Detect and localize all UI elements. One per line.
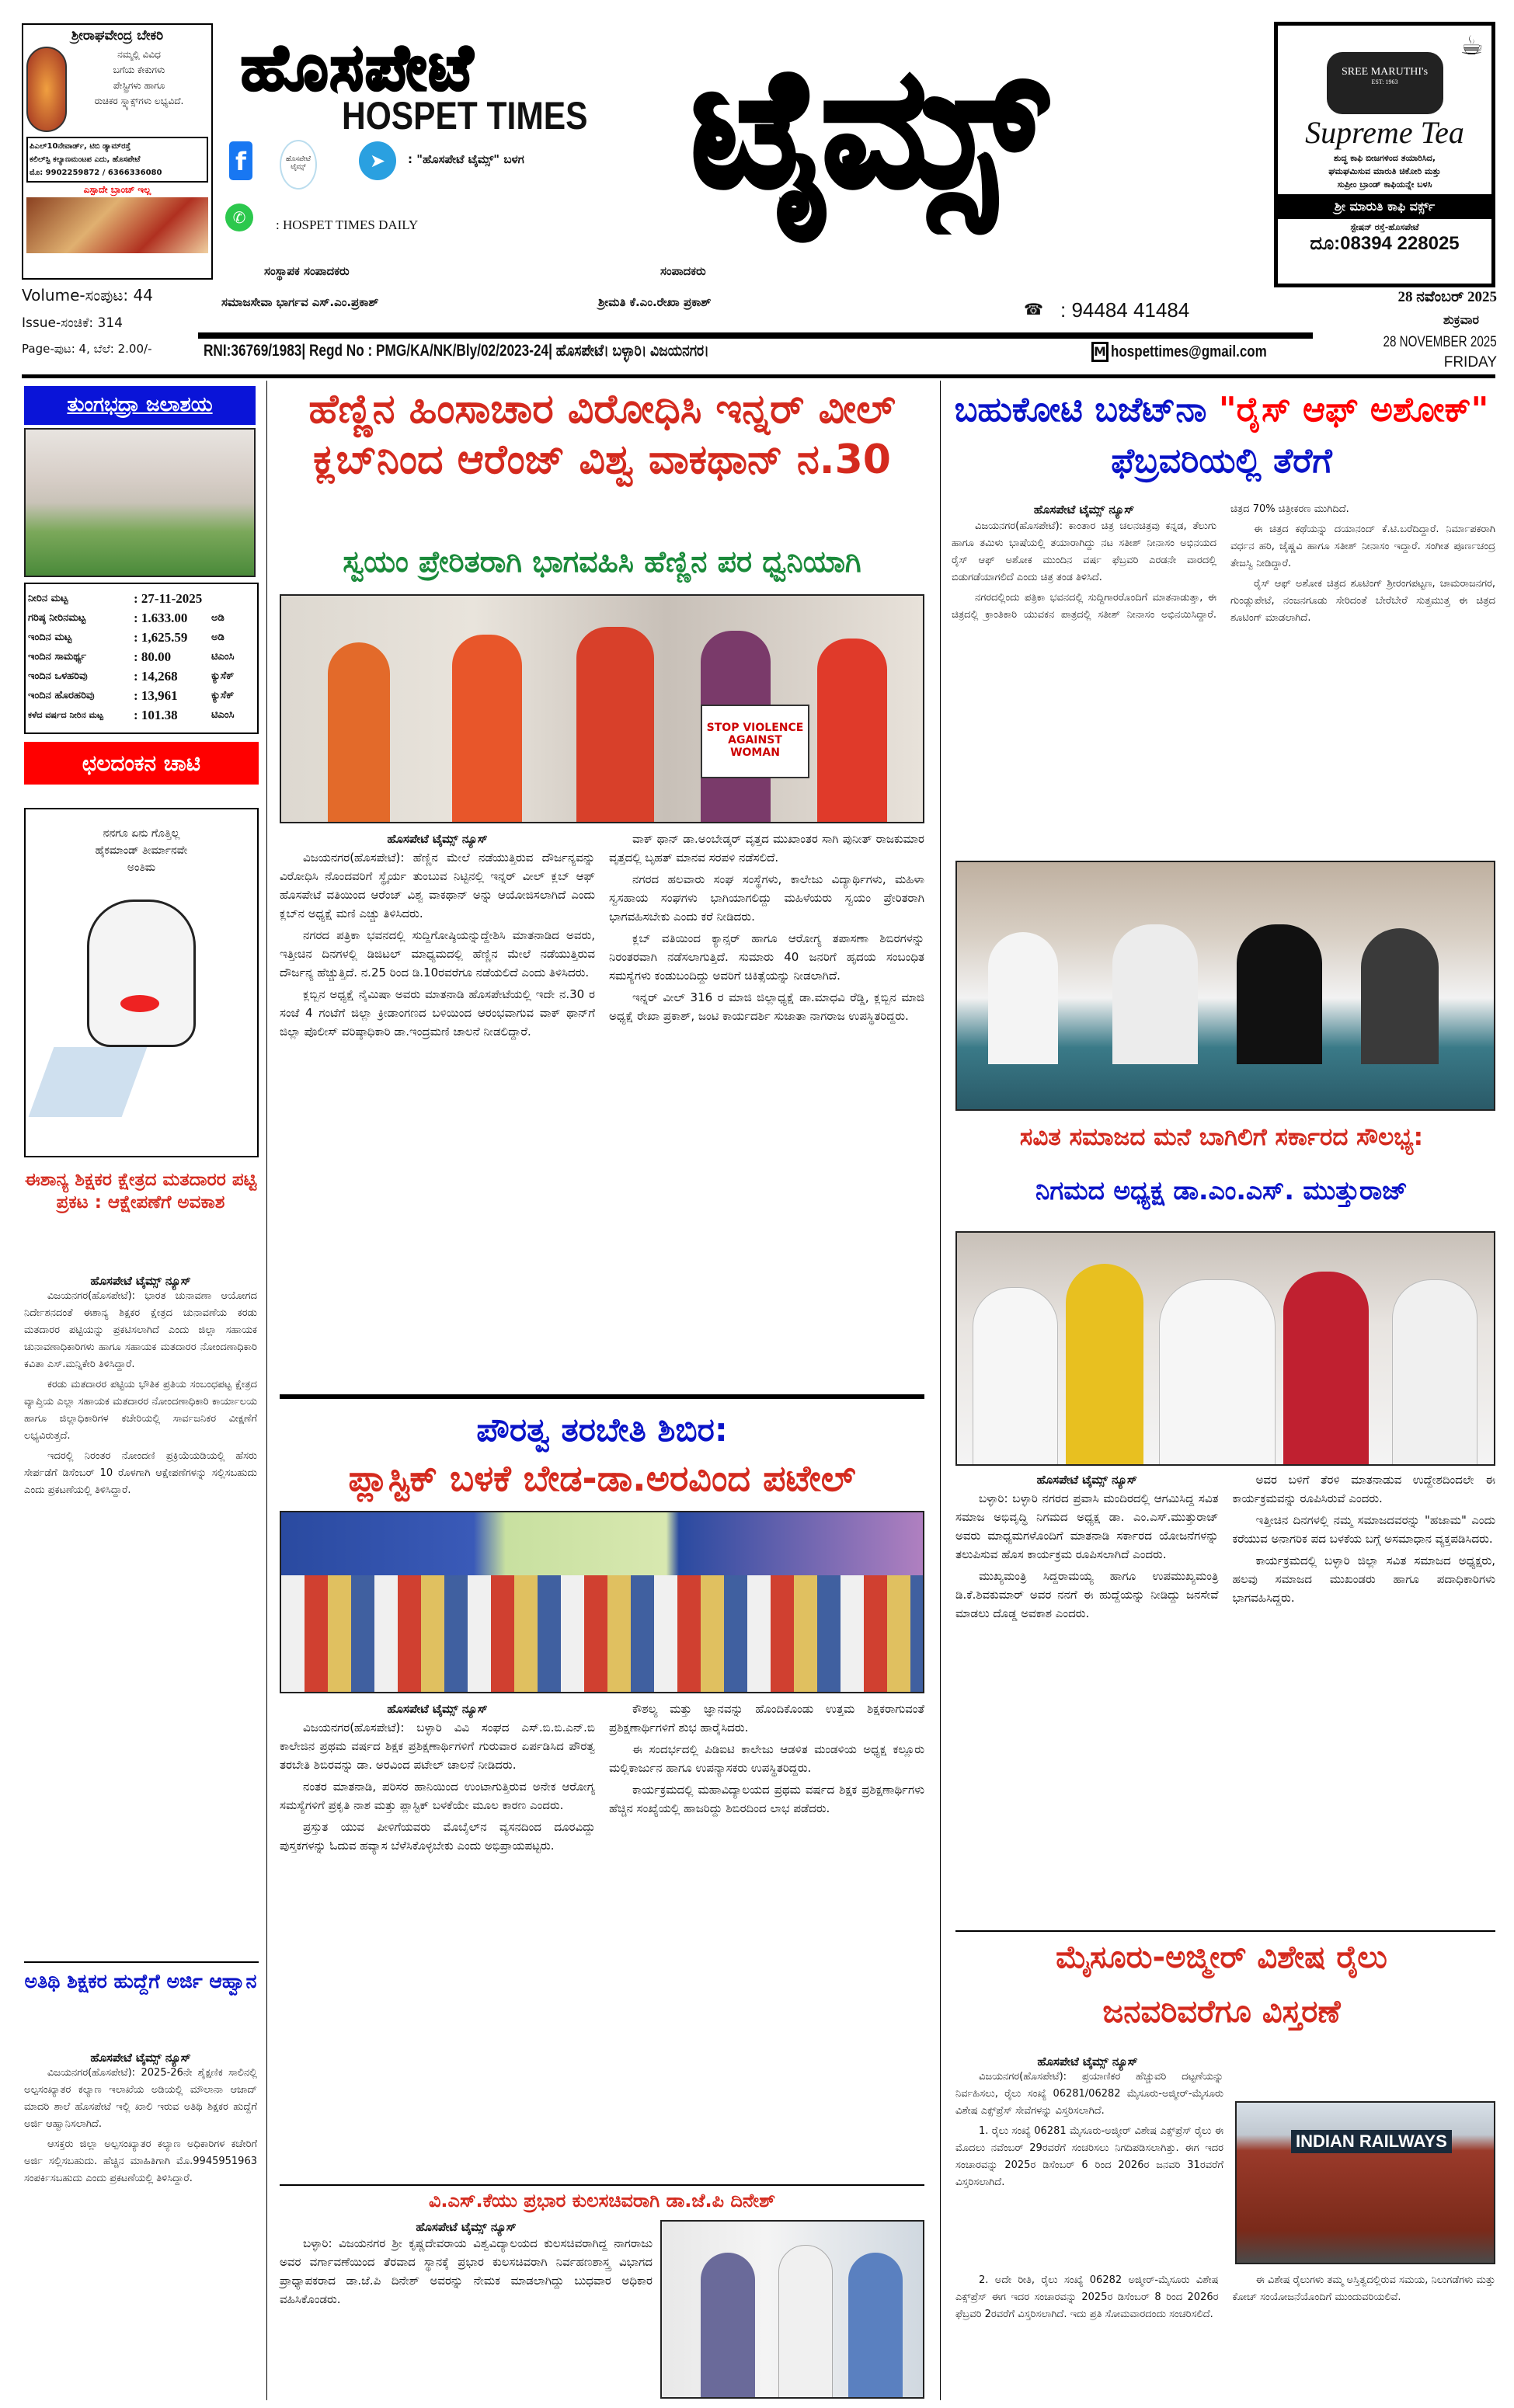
article-paragraph: ಬಳ್ಳಾರಿ: ಬಳ್ಳಾರಿ ನಗರದ ಪ್ರವಾಸಿ ಮಂದಿರದಲ್ಲಿ ಆಗಮಿಸಿದ್ದ ಸವಿತ ಸಮಾಜ ಅಭಿವೃದ್ಧಿ ನಿಗಮದ ಅಧ್ಯಕ್ಷ ಡಾ. ಎಂ.ಎಸ್.ಮುತ್ತುರಾಜ್ ಅವರು ಮಾಧ್ಯಮಗಳೊಂದಿಗೆ ಮಾತನಾಡಿ ಸರ್ಕಾರದ ಯೋಜನೆಗಳನ್ನು ತಲುಪಿಸುವ ಹೊಸ ಕಾರ್ಯಕ್ರಮ ರೂಪಿಸಲಾಗಿದೆ ಎಂದರು. bbox=[955, 1491, 1219, 1561]
day-kannada: ಶುಕ್ರವಾರ bbox=[1443, 312, 1479, 327]
byline: ಹೊಸಪೇಟೆ ಟೈಮ್ಸ್ ನ್ಯೂಸ್ bbox=[1033, 503, 1135, 517]
dam-stat-unit: ಟಿಎಂಸಿ bbox=[211, 709, 235, 721]
dam-stat-value: : 13,961 bbox=[134, 688, 178, 703]
rise-of-ashok-headline bbox=[948, 385, 1495, 487]
volume: Volume-ಸಂಪುಟ: 44 bbox=[22, 286, 153, 304]
tea-line: ಶುದ್ಧ ಕಾಫಿ ಬೀಜಗಳಿಂದ ತಯಾರಿಸಿದ, bbox=[1333, 153, 1436, 163]
tea-address: ಸ್ಟೇಷನ್ ರಸ್ತೆ-ಹೊಸಪೇಟೆ bbox=[1350, 222, 1419, 232]
cartoon-caption: ನನಗೂ ಏನು ಗೊತ್ತಿಲ್ಲ bbox=[103, 827, 180, 840]
section-divider bbox=[280, 1394, 924, 1399]
railway-photo bbox=[1235, 2101, 1495, 2264]
guest-teacher-headline: ಅತಿಥಿ ಶಿಕ್ಷಕರ ಹುದ್ದೆಗೆ ಅರ್ಜಿ ಆಹ್ವಾನ bbox=[24, 1970, 257, 1992]
stop-violence-poster: STOP VIOLENCE AGAINST WOMAN bbox=[701, 705, 809, 778]
plastic-article bbox=[280, 1700, 924, 2181]
cartoon-caption: ಹೈಕಮಾಂಡ್ ತೀರ್ಮಾನವೇ bbox=[95, 844, 188, 857]
tea-phone: ದೂ:08394 228025 bbox=[1310, 233, 1460, 254]
section-divider bbox=[24, 1961, 259, 1963]
cartoon-hand-drawing bbox=[87, 900, 196, 1047]
bakery-address: ಪಿಎಲ್10ನೇವಾರ್ಡ್, ಟಿಬಿ ಡ್ಯಾಮ್‌ರಸ್ತೆ bbox=[30, 142, 131, 151]
issue: Issue-ಸಂಚಿಕೆ: 314 bbox=[22, 315, 123, 331]
tea-line: ಸುಪ್ರೀಂ ಬ್ರಾಂಡ್ ಕಾಫಿಯನ್ನೇ ಬಳಸಿ bbox=[1337, 179, 1432, 190]
article-paragraph: ರೈಸ್ ಆಫ್ ಅಶೋಕ ಚಿತ್ರದ ಶೂಟಿಂಗ್ ಶ್ರೀರಂಗಪಟ್ಟಣ, ಚಾಮರಾಜನಗರ, ಗುಂಡ್ಲುಪೇಟೆ, ನಂಜನಗೂಡು ಸೇರಿದಂತೆ ಬೇರೆಬೇರೆ ಸುತ್ತಮುತ್ತ ಈ ಚಿತ್ರದ ಶೂಟಿಂಗ್ ಮಾಡಲಾಗಿದೆ. bbox=[1230, 578, 1495, 624]
article-paragraph: ಈ ವಿಶೇಷ ರೈಲುಗಳು ತಮ್ಮ ಅಸ್ತಿತ್ವದಲ್ಲಿರುವ ಸಮಯ, ನಿಲುಗಡೆಗಳು ಮತ್ತು ಕೋಚ್ ಸಂಯೋಜನೆಯೊಂದಿಗೆ ಮುಂದುವರಿಯಲಿವೆ. bbox=[1232, 2274, 1495, 2303]
dam-stat-label: ಇಂದಿನ ಮಟ್ಟ bbox=[28, 632, 72, 643]
dam-stat-label: ಇಂದಿನ ಒಳಹರಿವು bbox=[28, 670, 88, 682]
whatsapp-label: : HOSPET TIMES DAILY bbox=[276, 217, 419, 232]
savita-group-photo bbox=[955, 1231, 1495, 1466]
cartoon-sleeve bbox=[29, 1047, 148, 1117]
bakery-address: ಕಲಿಲ್‌ಸ್ಟಿ ಕಲ್ಯಾಣಮಂಟಪ ಎದು, ಹೊಸಪೇಟೆ bbox=[30, 155, 141, 164]
headline-part: "ರೈಸ್ ಆಫ್ ಅಶೋಕ್" bbox=[1218, 390, 1489, 430]
savita-headline-2: ನಿಗಮದ ಅಧ್ಯಕ್ಷ ಡಾ.ಎಂ.ಎಸ್. ಮುತ್ತುರಾಜ್ bbox=[1035, 1175, 1408, 1206]
dam-stat-label: ಗರಿಷ್ಠ ನೀರಿನಮಟ್ಟ bbox=[28, 612, 86, 624]
bakery-phone: ಮೊ: 9902259872 / 6366336080 bbox=[30, 169, 162, 177]
article-paragraph: ಮುಖ್ಯಮಂತ್ರಿ ಸಿದ್ದರಾಮಯ್ಯ ಹಾಗೂ ಉಪಮುಖ್ಯಮಂತ್ರಿ ಡಿ.ಕೆ.ಶಿವಕುಮಾರ್ ಅವರ ನನಗೆ ಈ ಹುದ್ದೆಯನ್ನು ನೀಡಿದ್ದು ಜನಸೇವೆ ಮಾಡಲು ದೊಡ್ಡ ಅವಕಾಶ ಎಂದರು. bbox=[955, 1569, 1219, 1620]
dam-stat-unit: ಅಡಿ bbox=[211, 612, 224, 624]
bakery-line: ಬಗೆಯ ಕೇಕುಗಳು bbox=[113, 64, 165, 75]
article-paragraph: ಅವರ ಬಳಿಗೆ ತೆರಳಿ ಮಾತನಾಡುವ ಉದ್ದೇಶದಿಂದಲೇ ಈ ಕಾರ್ಯಕ್ರಮವನ್ನು ರೂಪಿಸಿರುವೆ ಎಂದರು. bbox=[1232, 1473, 1495, 1505]
article-paragraph: ನಗರದ ಪತ್ರಿಕಾ ಭವನದಲ್ಲಿ ಸುದ್ದಿಗೋಷ್ಠಿಯನ್ನುದ್ದೇಶಿಸಿ ಮಾತನಾಡಿದ ಅವರು, ಇತ್ತೀಚಿನ ದಿನಗಳಲ್ಲಿ ಡಿಜಿಟಲ್ ಮಾಧ್ಯಮದಲ್ಲಿ ಹೆಣ್ಣಿನ ಮೇಲೆ ನಡೆಯುತ್ತಿರುವ ದೌರ್ಜನ್ಯ ಹೆಚ್ಚುತ್ತಿದೆ. ನ.25 ರಿಂದ ಡಿ.10ರವರೆಗೂ ನಡೆಯಲಿದೆ ಎಂದು ತಿಳಿಸಿದರು. bbox=[280, 928, 595, 980]
byline: ಹೊಸಪೇಟೆ ಟೈಮ್ಸ್ ನ್ಯೂಸ್ bbox=[1036, 1473, 1137, 1487]
section-divider bbox=[955, 1930, 1495, 1932]
section-divider bbox=[280, 2184, 924, 2186]
facebook-icon[interactable]: f bbox=[229, 141, 252, 180]
railway-headline-2: ಜನವರಿವರೆಗೂ ವಿಸ್ತರಣೆ bbox=[1102, 1994, 1341, 2030]
editor-label: ಸಂಪಾದಕರು bbox=[660, 264, 706, 278]
article-paragraph: ವಿಜಯನಗರ(ಹೊಸಪೇಟೆ): ಬಳ್ಳಾರಿ ವಿವಿ ಸಂಘದ ಎಸ್.ಬಿ.ಬಿ.ಎನ್.ಬಿ ಕಾಲೇಜಿನ ಪ್ರಥಮ ವರ್ಷದ ಶಿಕ್ಷಕ ಪ್ರಶಿಕ್ಷಣಾರ್ಥಿಗಳಿಗೆ ಗುರುವಾರ ಏರ್ಪಡಿಸಿದ ಪೌರತ್ವ ತರಬೇತಿ ಶಿಬಿರವನ್ನು ಡಾ. ಅರವಿಂದ ಪಟೇಲ್ ಚಾಲನೆ ನೀಡಿದರು. bbox=[280, 1721, 595, 1772]
article-paragraph: 1. ರೈಲು ಸಂಖ್ಯೆ 06281 ಮೈಸೂರು-ಅಜ್ಮೀರ್ ವಿಶೇಷ ಎಕ್ಸ್‌ಪ್ರೆಸ್ ರೈಲು ಈ ಮೊದಲು ನವೆಂಬರ್ 29ರವರೆಗೆ ಸಂಚರಿಸಲು ನಿಗದಿಪಡಿಸಲಾಗಿತ್ತು. ಈಗ ಇದರ ಸಂಚಾರವನ್ನು 2025ರ ಡಿಸೆಂಬರ್ 6 ರಿಂದ 2026ರ ಜನವರಿ 31ರವರೆಗೆ ವಿಸ್ತರಿಸಲಾಗಿದೆ. bbox=[955, 2125, 1223, 2188]
byline: ಹೊಸಪೇಟೆ ಟೈಮ್ಸ್ ನ್ಯೂಸ್ bbox=[1037, 2055, 1138, 2069]
bakery-line: ರುಚಿಕರ ಸ್ನ್ಯಾಕ್ಸ್‌ಗಳು ಲಭ್ಯವಿದೆ. bbox=[94, 96, 184, 106]
phone-number: : 94484 41484 bbox=[1060, 298, 1190, 322]
article-paragraph: ನಗರದಲ್ಲಿಂದು ಪತ್ರಿಕಾ ಭವನದಲ್ಲಿ ಸುದ್ದಿಗಾರರೊಂದಿಗೆ ಮಾತನಾಡುತ್ತಾ, ಈ ಚಿತ್ರದಲ್ಲಿ ಕ್ರಾಂತಿಕಾರಿ ಯುವಕನ ಪಾತ್ರದಲ್ಲಿ ಸತೀಶ್ ನೀನಾಸಂ ಅಭಿನಯಿಸಿದ್ದಾರೆ. ಚಿತ್ರದ 70% ಚಿತ್ರೀಕರಣ ಮುಗಿದಿದೆ. bbox=[952, 503, 1349, 621]
dam-header: ತುಂಗಭದ್ರಾ ಜಲಾಶಯ bbox=[24, 386, 256, 425]
dam-stat-value: : 80.00 bbox=[134, 649, 172, 664]
film-press-meet-photo bbox=[955, 861, 1495, 1111]
indian-railways-sign: INDIAN RAILWAYS bbox=[1291, 2130, 1452, 2153]
article-paragraph: ಪ್ರಸ್ತುತ ಯುವ ಪೀಳಿಗೆಯವರು ಮೊಬೈಲ್‌ನ ವ್ಯಸನದಿಂದ ದೂರವಿದ್ದು ಪುಸ್ತಕಗಳನ್ನು ಓದುವ ಹವ್ಯಾಸ ಬೆಳೆಸಿಕೊಳ್ಳಬೇಕು ಎಂದು ಅಭಿಪ್ರಾಯಪಟ್ಟರು. bbox=[280, 1820, 595, 1853]
editor-name: ಶ್ರೀಮತಿ ಕೆ.ಎಂ.ರೇಖಾ ಪ್ರಕಾಶ್ bbox=[598, 295, 712, 309]
phone-icon: ☎ bbox=[1024, 300, 1043, 318]
day-english: FRIDAY bbox=[1443, 354, 1497, 371]
tea-est: EST: 1963 bbox=[1371, 78, 1398, 85]
voters-article bbox=[24, 1274, 257, 1502]
bakery-tagline: ಎಸ್ಪಾದೇ ಬ್ರಾಂಚ್ ಇಲ್ಲ bbox=[83, 184, 151, 195]
founder-editor-label: ಸಂಸ್ಥಾಪಕ ಸಂಪಾದಕರು bbox=[264, 264, 350, 278]
dam-stat-unit bbox=[211, 589, 255, 608]
bakery-ad bbox=[22, 23, 213, 280]
walkathon-headline: ಹೆಣ್ಣಿನ ಹಿಂಸಾಚಾರ ವಿರೋಧಿಸಿ ಇನ್ನರ್ ವೀಲ್ ಕ್ಲಬ್‌ನಿಂದ ಆರೆಂಜ್ ವಿಶ್ವ ವಾಕಥಾನ್ ನ.30 bbox=[308, 386, 896, 483]
article-paragraph: ಈ ಚಿತ್ರದ ಕಥೆಯನ್ನು ದಯಾನಂದ್ ಕೆ.ಟಿ.ಬರೆದಿದ್ದಾರೆ. ನಿರ್ಮಾಪಕರಾಗಿ ವರ್ಧನ ಹರಿ, ಜೈಷ್ಣವಿ ಹಾಗೂ ಸತೀಶ್ ನೀನಾಸಂ ಇದ್ದಾರೆ. ಸಂಗೀತ ಪೂರ್ಣಚಂದ್ರ ತೇಜಸ್ವಿ ನೀಡಿದ್ದಾರೆ. bbox=[1230, 524, 1495, 569]
bakery-line: ಪೇಸ್ಟ್ರಿಗಳು ಹಾಗೂ bbox=[113, 80, 165, 91]
page-price: Page-ಪುಟ: 4, ಬೆಲೆ: 2.00/- bbox=[22, 342, 152, 356]
article-paragraph: ಕಾರ್ಯಕ್ರಮದಲ್ಲಿ ಮಹಾವಿದ್ಯಾಲಯದ ಪ್ರಥಮ ವರ್ಷದ ಶಿಕ್ಷಕ ಪ್ರಶಿಕ್ಷಣಾರ್ಥಿಗಳು ಹೆಚ್ಚಿನ ಸಂಖ್ಯೆಯಲ್ಲಿ ಹಾಜರಿದ್ದು ಶಿಬಿರದಿಂದ ಲಾಭ ಪಡೆದರು. bbox=[609, 1783, 924, 1815]
telegram-icon[interactable]: ➤ bbox=[359, 141, 396, 180]
article-paragraph: ಕ್ಲಬ್ ವತಿಯಿಂದ ಕ್ಯಾನ್ಸರ್ ಹಾಗೂ ಆರೋಗ್ಯ ತಪಾಸಣಾ ಶಿಬಿರಗಳನ್ನು ನಿರಂತರವಾಗಿ ನಡೆಸಲಾಗುತ್ತಿದೆ. ಸುಮಾರು 40 ಜನರಿಗೆ ಹೃದಯ ಸಂಬಂಧಿತ ಸಮಸ್ಯೆಗಳು ಕಂಡುಬಂದಿದ್ದು ಅವರಿಗೆ ಚಿಕಿತ್ಸೆಯನ್ನು ನೀಡಲಾಗಿದೆ. bbox=[609, 931, 924, 983]
byline: ಹೊಸಪೇಟೆ ಟೈಮ್ಸ್ ನ್ಯೂಸ್ bbox=[416, 2220, 517, 2234]
column-divider bbox=[940, 381, 941, 2400]
dam-stat-unit: ಟಿಎಂಸಿ bbox=[211, 651, 235, 663]
cartoon-caption: ಅಂತಿಮ bbox=[127, 861, 156, 874]
savita-article bbox=[955, 1470, 1495, 1925]
tea-ad bbox=[1274, 22, 1495, 287]
dam-stat-unit: ಕ್ಯುಸೆಕ್ bbox=[211, 690, 235, 701]
column-divider bbox=[266, 381, 267, 2400]
whatsapp-icon[interactable]: ✆ bbox=[225, 204, 253, 231]
tea-brand: SREE MARUTHI's bbox=[1341, 66, 1429, 78]
article-paragraph: ವಿಜಯನಗರ(ಹೊಸಪೇಟೆ): ಭಾರತ ಚುನಾವಣಾ ಆಯೋಗದ ನಿರ್ದೇಶನದಂತೆ ಈಶಾನ್ಯ ಶಿಕ್ಷಕರ ಕ್ಷೇತ್ರದ ಚುನಾವಣೆಯ ಕರಡು ಮತದಾರರ ಪಟ್ಟಿಯನ್ನು ಪ್ರಕಟಿಸಲಾಗಿದೆ ಎಂದು ಜಿಲ್ಲಾ ಸಹಾಯಕ ಚುನಾವಣಾಧಿಕಾರಿಗಳು ಹಾಗೂ ಸಹಾಯಕ ಮತದಾರರ ನೋಂದಣಾಧಿಕಾರಿ ಕವಿತಾ ಎಸ್.ಮನ್ನಿಕೇರಿ ತಿಳಿಸಿದ್ದಾರೆ. bbox=[24, 1290, 257, 1370]
masthead-title-times: ಟೈಮ್ಸ್ bbox=[691, 33, 1046, 223]
walkathon-article bbox=[280, 830, 924, 1389]
article-paragraph: ಈ ಸಂದರ್ಭದಲ್ಲಿ ಪಿಡಿಐಟಿ ಕಾಲೇಜು ಆಡಳಿತ ಮಂಡಳಿಯ ಅಧ್ಯಕ್ಷ ಕಲ್ಲೂರು ಮಲ್ಲಿಕಾರ್ಜುನ ಹಾಗೂ ಉಪನ್ಯಾಸಕರು ಉಪಸ್ಥಿತರಿದ್ದರು. bbox=[609, 1742, 924, 1775]
cartoon-panel bbox=[24, 808, 259, 1157]
date-kannada: 28 ನವೆಂಬರ್ 2025 bbox=[1397, 289, 1497, 305]
vsku-headline: ವಿ.ಎಸ್.ಕೆಯು ಪ್ರಭಾರ ಕುಲಸಚಿವರಾಗಿ ಡಾ.ಜೆ.ಪಿ ದಿನೇಶ್ bbox=[428, 2190, 776, 2211]
vsku-article bbox=[280, 2220, 653, 2312]
article-paragraph: ನಗರದ ಹಲವಾರು ಸಂಘ ಸಂಸ್ಥೆಗಳು, ಕಾಲೇಜು ವಿದ್ಯಾರ್ಥಿಗಳು, ಮಹಿಳಾ ಸ್ವಸಹಾಯ ಸಂಘಗಳು ಭಾಗಿಯಾಗಲಿದ್ದು ಮಹಿಳೆಯರು ಸ್ವಯಂ ಪ್ರೇರಿತರಾಗಿ ಭಾಗವಹಿಸಬೇಕು ಎಂದು ಕರೆ ನೀಡಿದರು. bbox=[609, 872, 924, 924]
article-paragraph: ನಂತರ ಮಾತನಾಡಿ, ಪರಿಸರ ಹಾನಿಯಿಂದ ಉಂಟಾಗುತ್ತಿರುವ ಅನೇಕ ಆರೋಗ್ಯ ಸಮಸ್ಯೆಗಳಿಗೆ ಪ್ರಕೃತಿ ನಾಶ ಮತ್ತು ಪ್ಲಾಸ್ಟಿಕ್ ಬಳಕೆಯೇ ಮೂಲ ಕಾರಣ ಎಂದರು. bbox=[280, 1780, 595, 1812]
cartoon-header: ಛಲದಂಕನ ಚಾಟಿ bbox=[24, 742, 259, 785]
railway-headline-1: ಮೈಸೂರು-ಅಜ್ಮೀರ್ ವಿಶೇಷ ರೈಲು bbox=[1056, 1940, 1387, 1975]
header-bottom-rule bbox=[22, 374, 1495, 378]
article-paragraph: ಆಸಕ್ತರು ಜಿಲ್ಲಾ ಅಲ್ಪಸಂಖ್ಯಾತರ ಕಲ್ಯಾಣ ಅಧಿಕಾರಿಗಳ ಕಚೇರಿಗೆ ಅರ್ಜಿ ಸಲ್ಲಿಸಬಹುದು. ಹೆಚ್ಚಿನ ಮಾಹಿತಿಗಾಗಿ ಮೊ.9945951963 ಸಂಪರ್ಕಿಸಬಹುದು ಎಂದು ಪ್ರಕಟಣೆಯಲ್ಲಿ ತಿಳಿಸಿದ್ದಾರೆ. bbox=[24, 2138, 257, 2184]
telegram-group-label: : "ಹೊಸಪೇಟೆ ಟೈಮ್ಸ್" ಬಳಗ bbox=[408, 152, 524, 166]
article-paragraph: ಕ್ಲಬ್ಬಿನ ಅಧ್ಯಕ್ಷೆ ನೈಮಿಷಾ ಅವರು ಮಾತನಾಡಿ ಹೊಸಪೇಟೆಯಲ್ಲಿ ಇದೇ ನ.30 ರ ಸಂಜೆ 4 ಗಂಟೆಗೆ ಜಿಲ್ಲಾ ಕ್ರೀಡಾಂಗಣದ ಬಳಿಯಿಂದ ಆರಂಭವಾಗುವ ವಾಕ್ ಥಾನ್‌ಗೆ ಜಿಲ್ಲಾ ಪೊಲೀಸ್ ವರಿಷ್ಠಾಧಿಕಾರಿ ಡಾ.ಇಂದ್ರಮಣಿ ಚಾಲನೆ ನೀಡಲಿದ್ದಾರೆ. bbox=[280, 987, 595, 1039]
railway-article bbox=[955, 2055, 1495, 2400]
plastic-headline-2: ಪ್ಲಾಸ್ಟಿಕ್ ಬಳಕೆ ಬೇಡ-ಡಾ.ಅರವಿಂದ ಪಟೇಲ್ bbox=[348, 1457, 856, 1499]
voters-headline: ಈಶಾನ್ಯ ಶಿಕ್ಷಕರ ಕ್ಷೇತ್ರದ ಮತದಾರರ ಪಟ್ಟಿ ಪ್ರಕಟ : ಆಕ್ಷೇಪಣೆಗೆ ಅವಕಾಶ bbox=[24, 1170, 257, 1213]
plastic-headline-1: ಪೌರತ್ವ ತರಬೇತಿ ಶಿಬಿರ: bbox=[476, 1411, 728, 1449]
article-paragraph: ಇದರಲ್ಲಿ ನಿರಂತರ ನೋಂದಣಿ ಪ್ರಕ್ರಿಯೆಯಡಿಯಲ್ಲಿ ಹೆಸರು ಸೇರ್ಪಡೆಗೆ ಡಿಸೆಂಬರ್ 10 ರೊಳಗಾಗಿ ಆಕ್ಷೇಪಣೆಗಳನ್ನು ಸಲ್ಲಿಸಬಹುದು ಎಂದು ಪ್ರಕಟಣೆಯಲ್ಲಿ ತಿಳಿಸಿದ್ದಾರೆ. bbox=[24, 1450, 257, 1496]
tea-brand-logo bbox=[1327, 52, 1443, 114]
deity-image bbox=[26, 47, 67, 132]
masthead-title-kannada: ಹೊಸಪೇಟೆ bbox=[241, 31, 475, 105]
facebook-page-label[interactable]: ಹೊಸಪೇಟೆ ಟೈಮ್ಸ್ bbox=[280, 140, 317, 190]
masthead-title-english: HOSPET TIMES bbox=[342, 94, 588, 137]
dam-stat-label: ಇಂದಿನ ಹೊರಹರಿವು bbox=[28, 690, 95, 701]
dam-photo bbox=[24, 428, 256, 577]
dam-stat-label: ಇಂದಿನ ಸಾಮರ್ಥ್ಯ bbox=[28, 651, 87, 663]
dam-stats-table bbox=[24, 583, 259, 734]
dam-stat-label: ಕಳೆದ ವರ್ಷದ ನೀರಿನ ಮಟ್ಟ bbox=[28, 710, 103, 720]
walkathon-photo bbox=[280, 594, 924, 823]
rise-of-ashok-article bbox=[952, 501, 1495, 843]
article-paragraph: ವಿಜಯನಗರ(ಹೊಸಪೇಟೆ): 2025-26ನೇ ಶೈಕ್ಷಣಿಕ ಸಾಲಿನಲ್ಲಿ ಅಲ್ಪಸಂಖ್ಯಾತರ ಕಲ್ಯಾಣ ಇಲಾಖೆಯ ಅಡಿಯಲ್ಲಿ ಮೌಲಾನಾ ಆಜಾದ್ ಮಾದರಿ ಶಾಲೆ ಹೊಸಪೇಟೆ ಇಲ್ಲಿ ಖಾಲಿ ಇರುವ ಅತಿಥಿ ಶಿಕ್ಷಕರ ಹುದ್ದೆಗೆ ಅರ್ಜಿ ಆಹ್ವಾನಿಸಲಾಗಿದೆ. bbox=[24, 2067, 257, 2130]
article-paragraph: ಇತ್ತೀಚಿನ ದಿನಗಳಲ್ಲಿ ನಮ್ಮ ಸಮಾಜದವರನ್ನು "ಹಜಾಮ" ಎಂದು ಕರೆಯುವ ಅನಾಗರಿಕ ಪದ ಬಳಕೆಯ ಬಗ್ಗೆ ಅಸಮಾಧಾನ ವ್ಯಕ್ತಪಡಿಸಿದರು. bbox=[1232, 1513, 1495, 1546]
article-paragraph: ವಿಜಯನಗರ(ಹೊಸಪೇಟೆ): ಹೆಣ್ಣಿನ ಮೇಲೆ ನಡೆಯುತ್ತಿರುವ ದೌರ್ಜನ್ಯವನ್ನು ವಿರೋಧಿಸಿ ನೊಂದವರಿಗೆ ಸ್ಥೈರ್ಯ ತುಂಬುವ ನಿಟ್ಟಿನಲ್ಲಿ ಇನ್ನರ್ ವೀಲ್ ಕ್ಲಬ್ ಆಫ್ ಹೊಸಪೇಟೆ ವತಿಯಿಂದ ಆರೆಂಜ್ ವಿಶ್ವ ವಾಕಥಾನ್ ಅನ್ನು ಆಯೋಜಿಸಲಾಗಿದೆ ಎಂದು ಕ್ಲಬ್‌ನ ಅಧ್ಯಕ್ಷೆ ಮಣಿ ಎಚ್ಚು ತಿಳಿಸಿದರು. bbox=[280, 851, 595, 920]
bakery-line: ನಮ್ಮಲ್ಲಿ ವಿವಿಧ bbox=[117, 49, 161, 60]
article-paragraph: ಕೌಶಲ್ಯ ಮತ್ತು ಜ್ಞಾನವನ್ನು ಹೊಂದಿಕೊಂಡು ಉತ್ತಮ ಶಿಕ್ಷಕರಾಗುವಂತೆ ಪ್ರಶಿಕ್ಷಣಾರ್ಥಿಗಳಿಗೆ ಶುಭ ಹಾರೈಸಿದರು. bbox=[609, 1702, 924, 1735]
guest-teacher-article bbox=[24, 2051, 257, 2191]
article-paragraph: ವಿಜಯನಗರ(ಹೊಸಪೇಟೆ): ಕಾಂತಾರ ಚಿತ್ರ ಚಲನಚಿತ್ರವು ಕನ್ನಡ, ತೆಲುಗು ಹಾಗೂ ತಮಿಳು ಭಾಷೆಯಲ್ಲಿ ತಯಾರಾಗಿದ್ದು ನಟ ಸತೀಶ್ ನೀನಾಸಂ ಅಭಿನಯದ ರೈಸ್ ಆಫ್ ಅಶೋಕ ಮುಂದಿನ ವರ್ಷ ಫೆಬ್ರವರಿ ಎರಡನೇ ವಾರದಲ್ಲಿ ಬಿಡುಗಡೆಯಾಗಲಿದೆ ಎಂದು ಚಿತ್ರ ತಂಡ ತಿಳಿಸಿದೆ. bbox=[952, 520, 1216, 583]
article-paragraph: ವಿಜಯನಗರ(ಹೊಸಪೇಟೆ): ಪ್ರಯಾಣಿಕರ ಹೆಚ್ಚುವರಿ ದಟ್ಟಣೆಯನ್ನು ನಿರ್ವಹಿಸಲು, ರೈಲು ಸಂಖ್ಯೆ 06281/06282 ಮೈಸೂರು-ಅಜ್ಮೀರ್-ಮೈಸೂರು ವಿಶೇಷ ಎಕ್ಸ್‌ಪ್ರೆಸ್ ಸೇವೆಗಳನ್ನು ವಿಸ್ತರಿಸಲಾಗಿದೆ. bbox=[955, 2071, 1223, 2117]
dam-stat-unit: ಕ್ಯುಸೆಕ್ bbox=[211, 670, 235, 682]
cakes-image bbox=[26, 197, 208, 253]
dam-stat-value: : 14,268 bbox=[134, 669, 178, 684]
headline-part: ಫೆಬ್ರವರಿಯಲ್ಲಿ ತೆರೆಗೆ bbox=[1111, 441, 1332, 481]
dam-stat-value: : 1.633.00 bbox=[134, 611, 188, 625]
article-paragraph: ಕಾರ್ಯಕ್ರಮದಲ್ಲಿ ಬಳ್ಳಾರಿ ಜಿಲ್ಲಾ ಸವಿತ ಸಮಾಜದ ಅಧ್ಯಕ್ಷರು, ಹಲವು ಸಮಾಜದ ಮುಖಂಡರು ಹಾಗೂ ಪದಾಧಿಕಾರಿಗಳು ಭಾಗವಹಿಸಿದ್ದರು. bbox=[1232, 1554, 1495, 1605]
dam-stat-value: : 27-11-2025 bbox=[134, 591, 203, 606]
dam-stat-value: : 101.38 bbox=[134, 708, 178, 722]
dam-stat-unit: ಅಡಿ bbox=[211, 632, 224, 643]
byline: ಹೊಸಪೇಟೆ ಟೈಮ್ಸ್ ನ್ಯೂಸ್ bbox=[387, 832, 488, 846]
tea-cup-icon: ☕ bbox=[1460, 30, 1484, 61]
byline: ಹೊಸಪೇಟೆ ಟೈಮ್ಸ್ ನ್ಯೂಸ್ bbox=[90, 1274, 191, 1288]
plastic-photo bbox=[280, 1511, 924, 1693]
article-paragraph: ಕರಡು ಮತದಾರರ ಪಟ್ಟಿಯ ಭೌತಿಕ ಪ್ರತಿಯ ಸಂಬಂಧಪಟ್ಟ ಕ್ಷೇತ್ರದ ವ್ಯಾಪ್ತಿಯ ಎಲ್ಲಾ ಸಹಾಯಕ ಮತದಾರರ ನೋಂದಣಾಧಿಕಾರಿ ಕಾರ್ಯಾಲಯ ಹಾಗೂ ಜಿಲ್ಲಾಧಿಕಾರಿಗಳ ಕಚೇರಿಯಲ್ಲಿ ಸಾರ್ವಜನಿಕರ ವೀಕ್ಷಣೆಗೆ ಲಭ್ಯವಿರುತ್ತದೆ. bbox=[24, 1379, 257, 1442]
article-paragraph: 2. ಅದೇ ರೀತಿ, ರೈಲು ಸಂಖ್ಯೆ 06282 ಅಜ್ಮೀರ್-ಮೈಸೂರು ವಿಶೇಷ ಎಕ್ಸ್‌ಪ್ರೆಸ್ ಈಗ ಇದರ ಸಂಚಾರವನ್ನು 2025ರ ಡಿಸೆಂಬರ್ 8 ರಿಂದ 2026ರ ಫೆಬ್ರವರಿ 2ರವರೆಗೆ ವಿಸ್ತರಿಸಲಾಗಿದೆ. ಇದು ಪ್ರತಿ ಸೋಮವಾರದಂದು ಸಂಚರಿಸಲಿದೆ. bbox=[955, 2274, 1219, 2320]
headline-part: ಬಹುಕೋಟಿ ಬಜೆಟ್‌ನಾ bbox=[954, 390, 1207, 430]
tea-product: Supreme Tea bbox=[1305, 115, 1464, 150]
article-paragraph: ವಾಕ್ ಥಾನ್ ಡಾ.ಅಂಬೇಡ್ಕರ್ ವೃತ್ತದ ಮುಖಾಂತರ ಸಾಗಿ ಪುನೀತ್ ರಾಜಕುಮಾರ ವೃತ್ತದಲ್ಲಿ ಬೃಹತ್ ಮಾನವ ಸರಪಳಿ ನಡೆಸಲಿದೆ. bbox=[609, 832, 924, 865]
tea-company: ಶ್ರೀ ಮಾರುತಿ ಕಾಫಿ ವರ್ಕ್ಸ್ bbox=[1278, 194, 1491, 219]
date-english: 28 NOVEMBER 2025 bbox=[1383, 334, 1497, 350]
article-paragraph: ಬಳ್ಳಾರಿ: ವಿಜಯನಗರ ಶ್ರೀ ಕೃಷ್ಣದೇವರಾಯ ವಿಶ್ವವಿದ್ಯಾಲಯದ ಕುಲಸಚಿವರಾಗಿದ್ದ ನಾಗರಾಜು ಅವರ ವರ್ಗಾವಣೆಯಿಂದ ತೆರವಾದ ಸ್ಥಾನಕ್ಕೆ ಪ್ರಭಾರ ಕುಲಸಚಿವರಾಗಿ ನಿರ್ವಹಣಶಾಸ್ತ್ರ ವಿಭಾಗದ ಪ್ರಾಧ್ಯಾಪಕರಾದ ಡಾ.ಜೆ.ಪಿ ದಿನೇಶ್ ಅವರನ್ನು ನೇಮಕ ಮಾಡಲಾಗಿದ್ದು ಬುಧವಾರ ಅಧಿಕಾರ ವಹಿಸಿಕೊಂಡರು. bbox=[280, 2236, 653, 2306]
dam-stat-label: ನೀರಿನ ಮಟ್ಟ bbox=[28, 593, 68, 604]
article-paragraph: ಇನ್ನರ್ ವೀಲ್ 316 ರ ಮಾಜಿ ಜಿಲ್ಲಾಧ್ಯಕ್ಷೆ ಡಾ.ಮಾಧವಿ ರೆಡ್ಡಿ, ಕ್ಲಬ್ಬಿನ ಮಾಜಿ ಅಧ್ಯಕ್ಷೆ ರೇಖಾ ಪ್ರಕಾಶ್, ಜಂಟಿ ಕಾರ್ಯದರ್ಶಿ ಸುಜಾತಾ ನಾಗರಾಜ ಉಪಸ್ಥಿತರಿದ್ದರು. bbox=[609, 990, 924, 1023]
email-icon: M bbox=[1091, 342, 1109, 362]
vsku-photo bbox=[660, 2220, 924, 2399]
email-link[interactable]: hospettimes@gmail.com bbox=[1111, 343, 1267, 360]
byline: ಹೊಸಪೇಟೆ ಟೈಮ್ಸ್ ನ್ಯೂಸ್ bbox=[387, 1702, 488, 1716]
savita-headline-1: ಸವಿತ ಸಮಾಜದ ಮನೆ ಬಾಗಿಲಿಗೆ ಸರ್ಕಾರದ ಸೌಲಭ್ಯ: bbox=[1019, 1123, 1424, 1151]
tea-line: ಘಮಘಮಿಸುವ ಮಾರುತಿ ಚಿಕೋರಿ ಮತ್ತು bbox=[1328, 166, 1441, 176]
dam-stat-value: : 1,625.59 bbox=[134, 630, 188, 645]
bakery-ad-title: ಶ್ರೀರಾಘವೇಂದ್ರ ಬೇಕರಿ bbox=[71, 28, 164, 43]
registration-line: RNI:36769/1983| Regd No : PMG/KA/NK/Bly/02/2023-24| ಹೊಸಪೇಟೆ। ಬಳ್ಳಾರಿ। ವಿಜಯನಗರ। bbox=[204, 342, 709, 360]
masthead-rule bbox=[198, 332, 1313, 339]
byline: ಹೊಸಪೇಟೆ ಟೈಮ್ಸ್ ನ್ಯೂಸ್ bbox=[90, 2051, 191, 2065]
founder-editor-name: ಸಮಾಜಸೇವಾ ಭಾರ್ಗವ ಎಸ್.ಎಂ.ಪ್ರಕಾಶ್ bbox=[221, 295, 379, 309]
walkathon-subheadline: ಸ್ವಯಂ ಪ್ರೇರಿತರಾಗಿ ಭಾಗವಹಿಸಿ ಹೆಣ್ಣಿನ ಪರ ಧ್ವನಿಯಾಗಿ bbox=[343, 545, 861, 579]
